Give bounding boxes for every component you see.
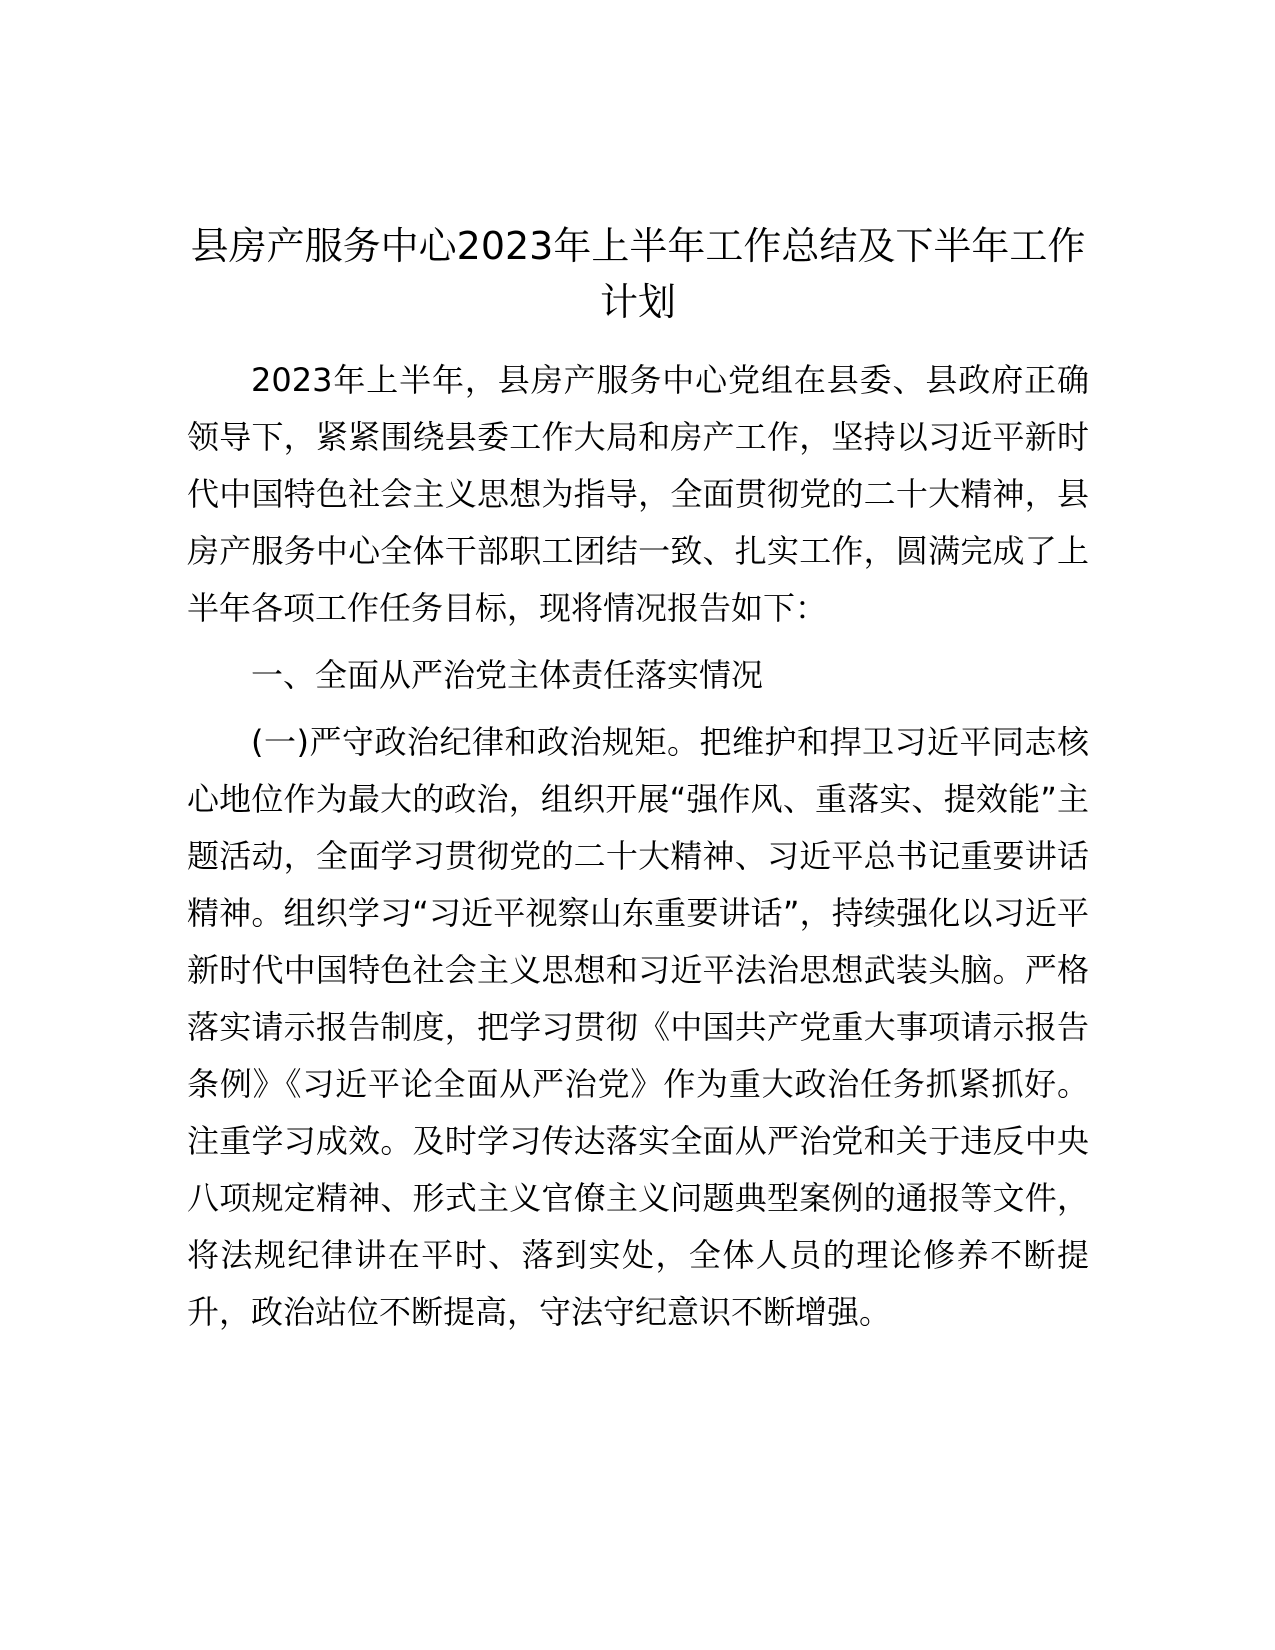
document-title: 县房产服务中心2023年上半年工作总结及下半年工作计划 xyxy=(190,224,1086,324)
section-heading: 一、全面从严治党主体责任落实情况 xyxy=(251,656,764,694)
body-paragraph: (一)严守政治纪律和政治规矩。把维护和捍卫习近平同志核心地位作为最大的政治，组织开展“强作风、重落实、提效能”主题活动，全面学习贯彻党的二十大精神、习近平总书记重要讲话精神。组织学习“习近平视察山东重要讲话”，持续强化以习近平新时代中国特色社会主义思想和习近平法治思想武装头脑。严格落实请示报告制度，把学习贯彻《中国共产党重大事项请示报告条例》《习近平论全面从严治党》作为重大政治任务抓紧抓好。注重学习成效。及时学习传达落实全面从严治党和关于违反中央八项规定精神、形式主义官僚主义问题典型案例的通报等文件，将法规纪律讲在平时、落到实处，全体人员的理论修养不断提升，政治站位不断提高，守法守纪意识不断增强。 xyxy=(187,723,1089,1331)
intro-paragraph: 2023年上半年，县房产服务中心党组在县委、县政府正确领导下，紧紧围绕县委工作大局和房产工作，坚持以习近平新时代中国特色社会主义思想为指导，全面贯彻党的二十大精神，县房产服务中心全体干部职工团结一致、扎实工作，圆满完成了上半年各项工作任务目标，现将情况报告如下： xyxy=(187,361,1089,627)
document-body xyxy=(187,218,1089,1341)
